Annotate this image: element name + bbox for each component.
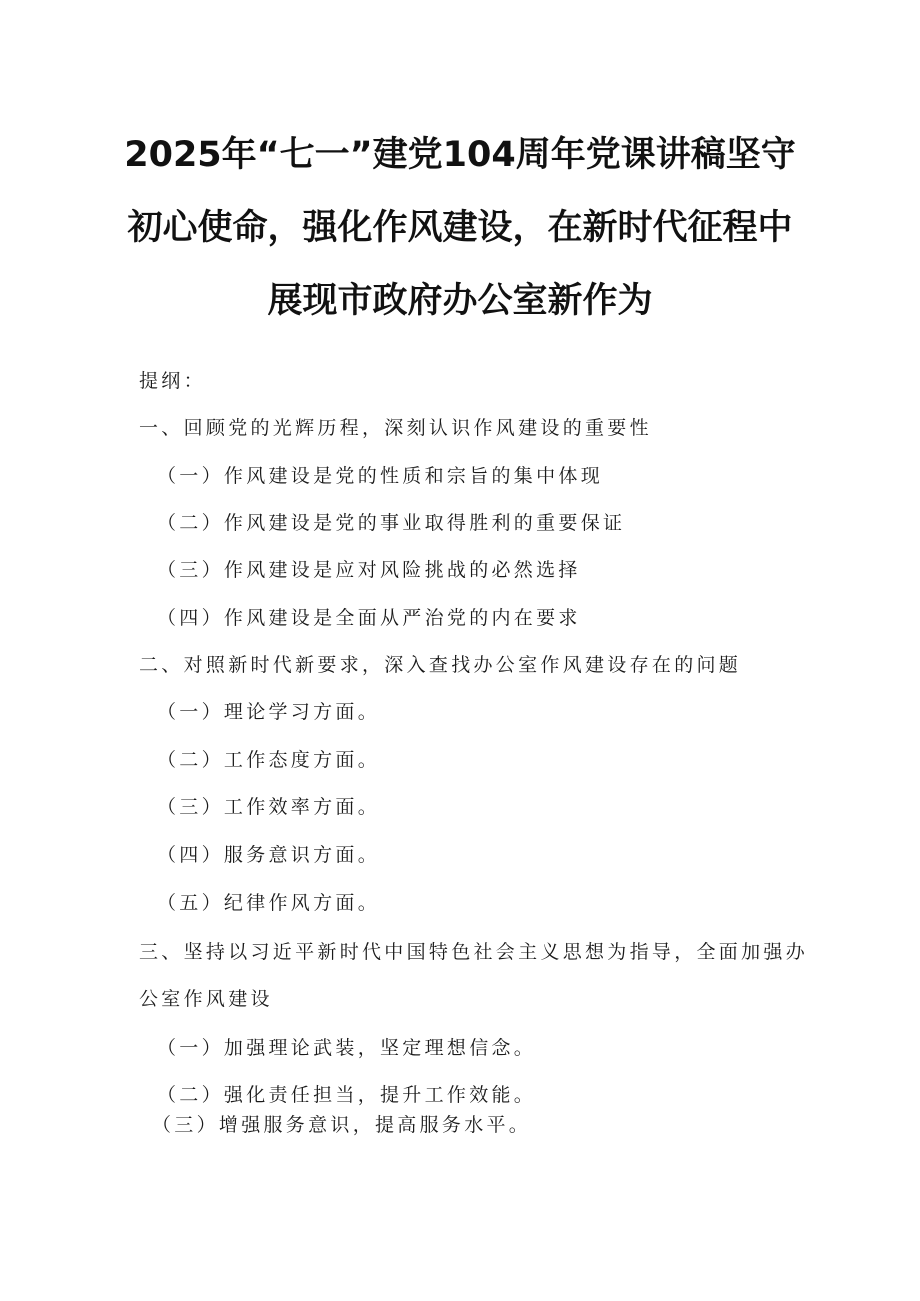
- section-2-item-3: （三）工作效率方面。: [157, 796, 381, 818]
- section-3-heading-line-2: 公室作风建设: [139, 988, 273, 1010]
- section-2-item-1: （一）理论学习方面。: [157, 701, 381, 723]
- section-1-item-3: （三）作风建设是应对风险挑战的必然选择: [157, 559, 581, 581]
- section-1-item-1: （一）作风建设是党的性质和宗旨的集中体现: [157, 465, 604, 487]
- section-3-heading-line-1: 三、坚持以习近平新时代中国特色社会主义思想为指导，全面加强办: [139, 941, 809, 963]
- document-title-line-1: 2025年“七一”建党104周年党课讲稿坚守: [124, 135, 796, 175]
- section-3-item-2: （二）强化责任担当，提升工作效能。: [157, 1084, 537, 1106]
- section-2-heading: 二、对照新时代新要求，深入查找办公室作风建设存在的问题: [139, 654, 742, 676]
- section-1-item-4: （四）作风建设是全面从严治党的内在要求: [157, 607, 581, 629]
- document-title-line-3: 展现市政府办公室新作为: [267, 281, 653, 321]
- document-title-line-2: 初心使命，强化作风建设，在新时代征程中: [127, 208, 793, 248]
- section-1-heading: 一、回顾党的光辉历程，深刻认识作风建设的重要性: [139, 417, 652, 439]
- section-2-item-2: （二）工作态度方面。: [157, 749, 381, 771]
- outline-label: 提纲：: [139, 370, 206, 392]
- section-3-item-3: （三）增强服务意识，提高服务水平。: [152, 1114, 532, 1136]
- section-3-item-1: （一）加强理论武装，坚定理想信念。: [157, 1037, 537, 1059]
- section-2-item-4: （四）服务意识方面。: [157, 844, 381, 866]
- section-2-item-5: （五）纪律作风方面。: [157, 892, 381, 914]
- section-1-item-2: （二）作风建设是党的事业取得胜利的重要保证: [157, 512, 626, 534]
